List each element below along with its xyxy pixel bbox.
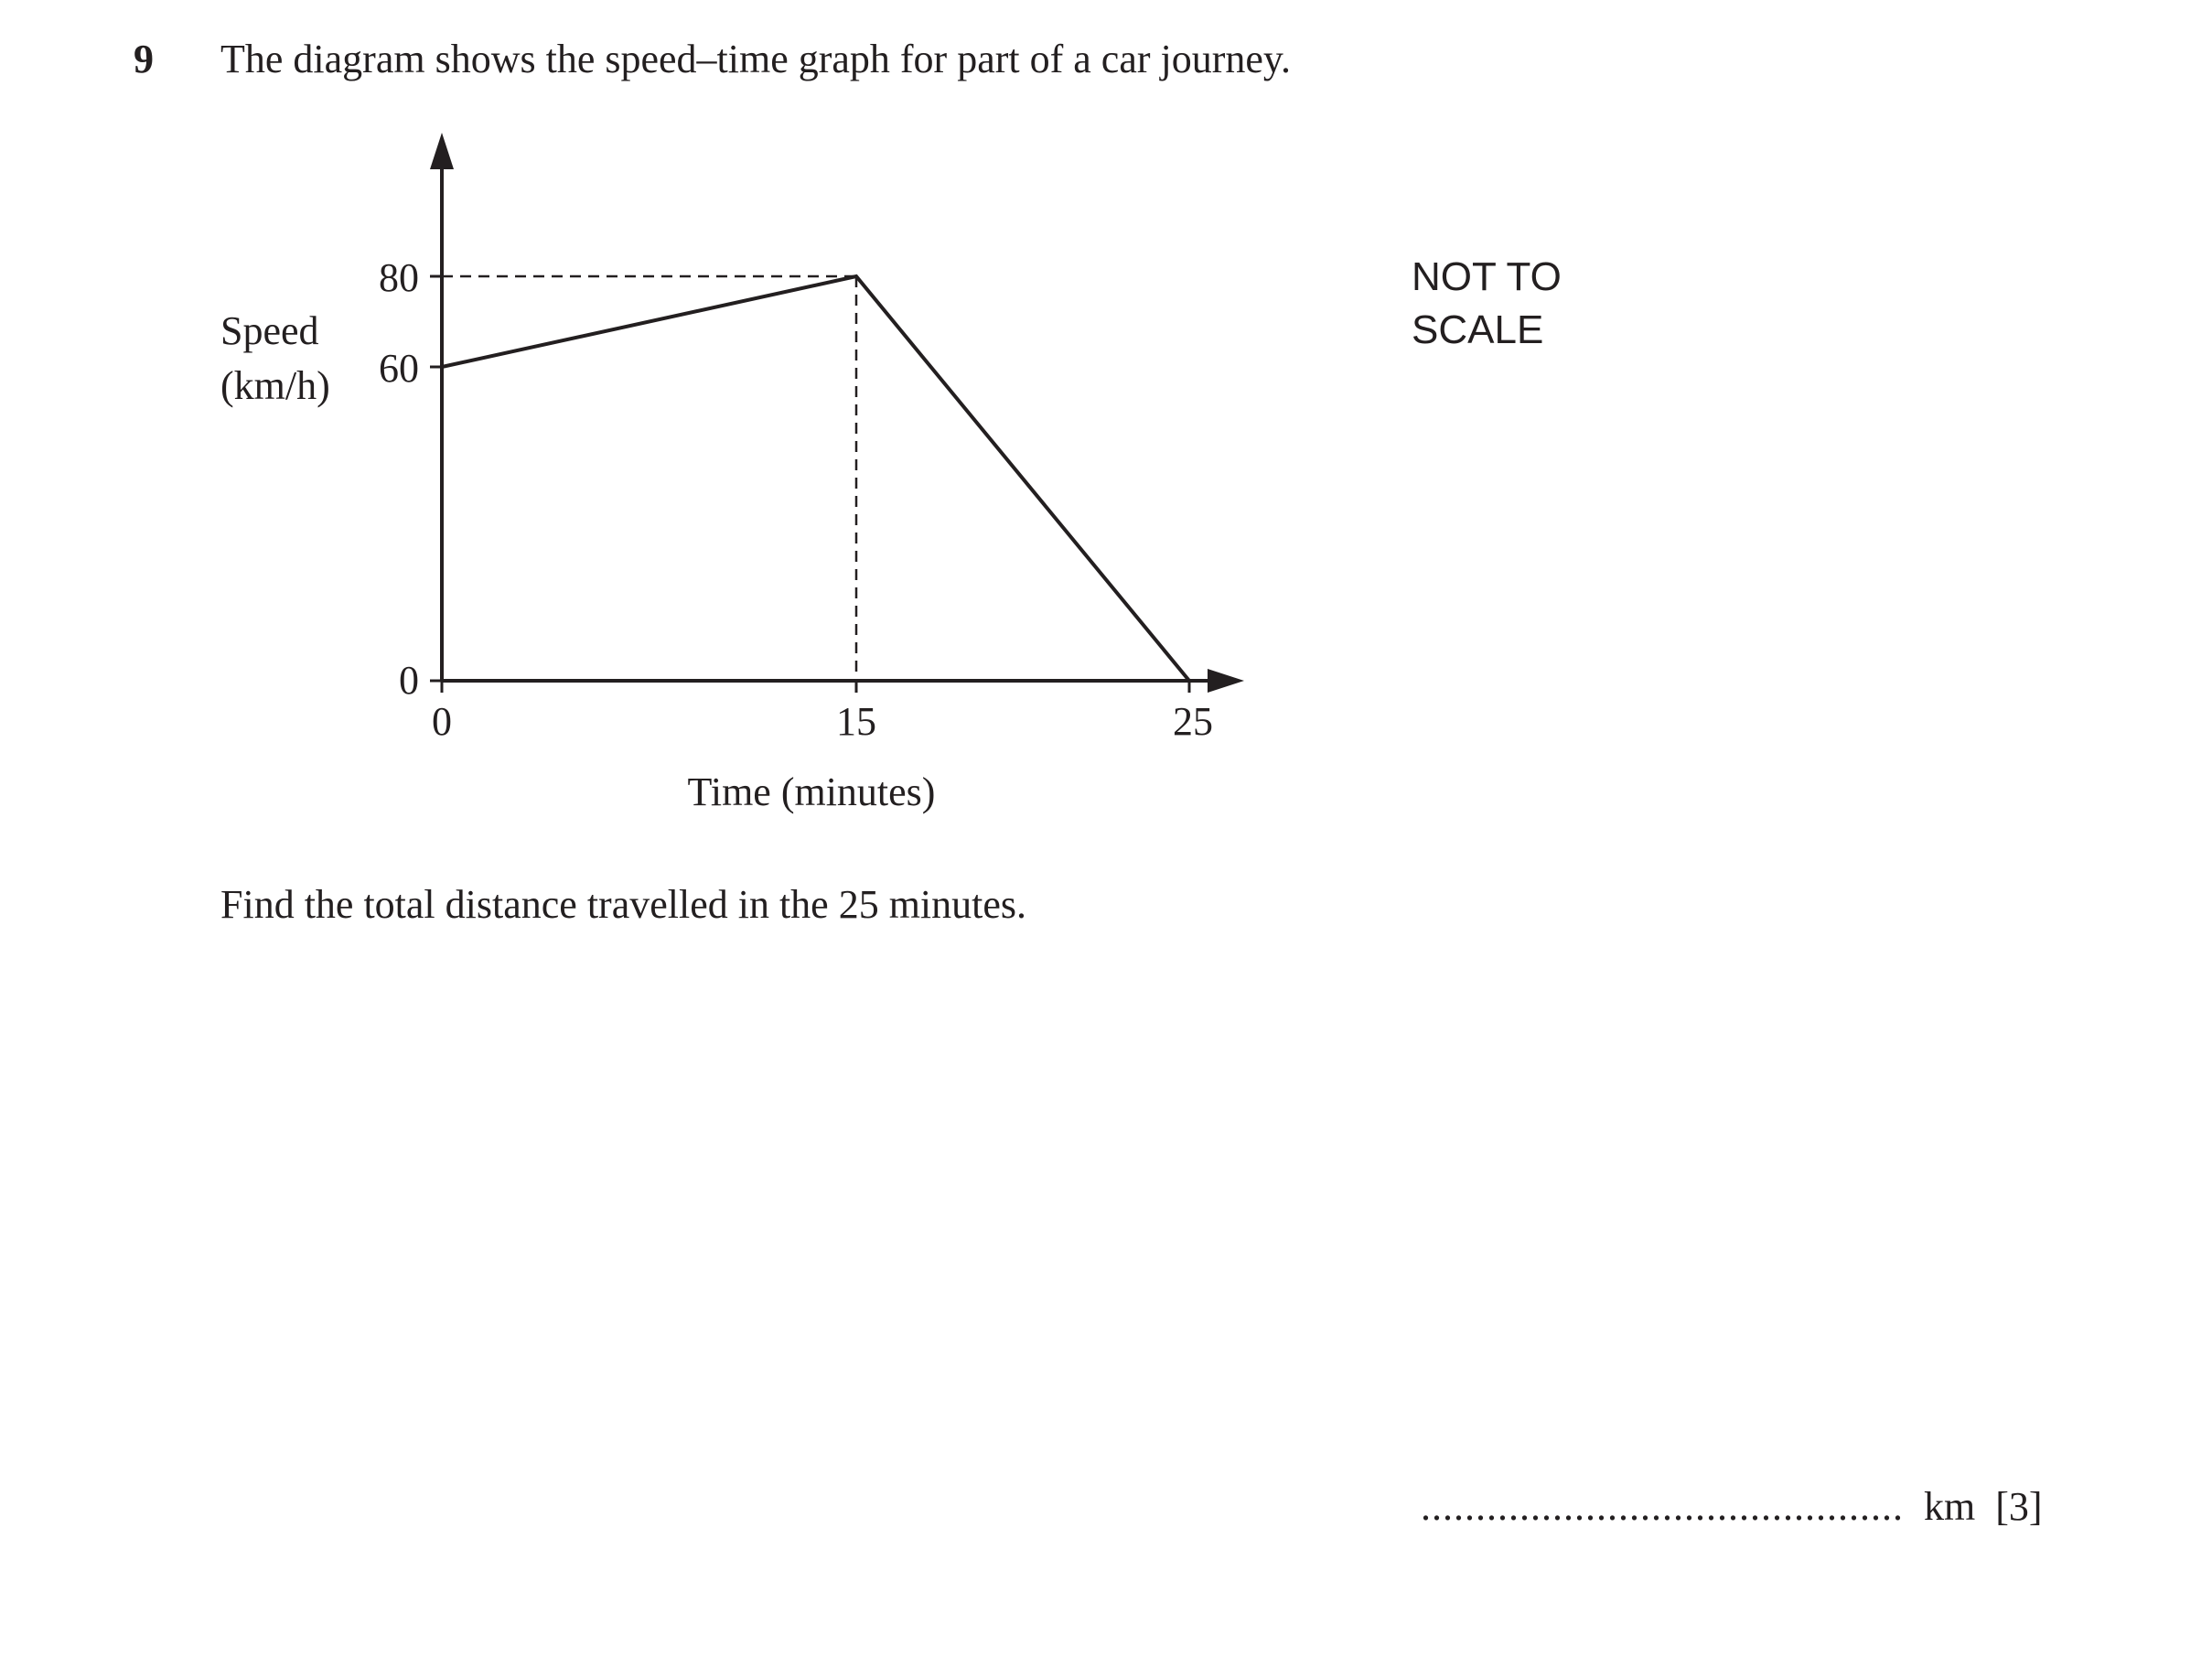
question-instruction: Find the total distance travelled in the 25 minutes. bbox=[220, 882, 1027, 927]
answer-unit: km bbox=[1924, 1484, 1976, 1529]
y-axis-arrow-icon bbox=[430, 133, 454, 169]
y-tick-label-60: 60 bbox=[379, 346, 419, 391]
x-axis-arrow-icon bbox=[1208, 669, 1244, 693]
question-number: 9 bbox=[134, 37, 154, 81]
y-tick-label-80: 80 bbox=[379, 255, 419, 300]
x-axis-label: Time (minutes) bbox=[687, 769, 936, 814]
x-tick-label-0: 0 bbox=[432, 699, 452, 744]
y-axis-label-line1: Speed bbox=[220, 308, 319, 353]
answer-line bbox=[1421, 1482, 2043, 1532]
marks-label: [3] bbox=[1995, 1484, 2043, 1529]
x-tick-label-15: 15 bbox=[836, 699, 876, 744]
speed-line bbox=[442, 276, 1189, 681]
not-to-scale-note bbox=[1412, 251, 1562, 357]
answer-blank[interactable]: ............................................ bbox=[1421, 1484, 1904, 1529]
x-tick-label-25: 25 bbox=[1173, 699, 1213, 744]
y-tick-label-0: 0 bbox=[399, 658, 419, 703]
y-axis-label-line2: (km/h) bbox=[220, 363, 330, 408]
note-line-2: SCALE bbox=[1412, 307, 1544, 352]
question-text: The diagram shows the speed–time graph for part of a car journey. bbox=[220, 37, 1292, 81]
note-line-1: NOT TO bbox=[1412, 254, 1562, 299]
